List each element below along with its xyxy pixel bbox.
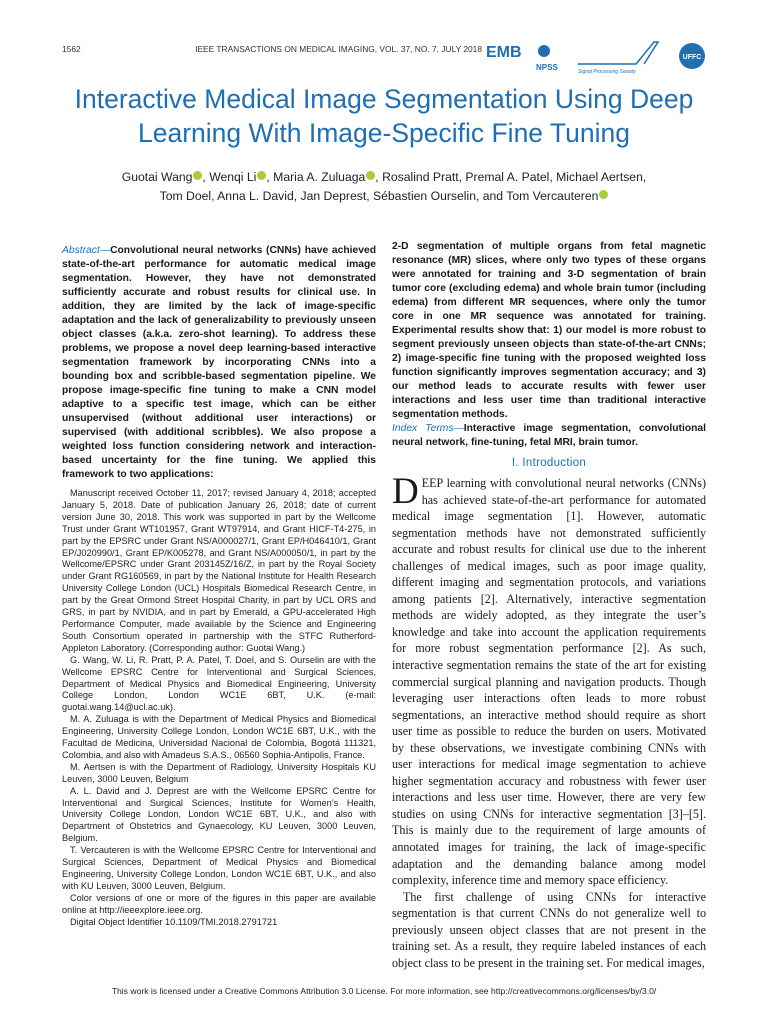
society-logos xyxy=(486,38,706,76)
page-number: 1562 xyxy=(62,44,81,54)
npss-mark-icon xyxy=(538,45,550,57)
abstract-text-left: Convolutional neural networks (CNNs) have achieved state-of-the-art performance for automatic medical image segmentation. However, they have not demonstrated sufficiently accurate and robust results for clinical use. In addition, they are limited by the lack of image-specific adaptation and the lack of generalizability to previously unseen object classes (a.k.a. zero-shot learning). To address these problems, we propose a novel deep learning-based interactive segmentation framework by incorporating CNNs into a bounding box and scribble-based segmentation pipeline. We propose image-specific fine tuning to make a CNN model adaptive to a specific test image, which can be either unsupervised (without additional user interactions) or supervised (with additional scribbles). We also propose a weighted loss function considering network and interaction-based uncertainty for the fine tuning. We applied this framework to two applications: xyxy=(62,245,376,480)
journal-name: IEEE TRANSACTIONS ON MEDICAL IMAGING, VOL. 37, NO. 7, JULY 2018 xyxy=(195,44,482,54)
author-line-1: Guotai Wang , Wenqi Li , Maria A. Zuluaga , Rosalind Pratt, Premal A. Patel, Michael Aertsen, xyxy=(121,170,647,184)
sps-logo-text: Signal Processing Society xyxy=(578,69,636,75)
section-heading: I. Introduction xyxy=(511,457,587,469)
footnotes xyxy=(62,488,376,929)
abstract-label: Abstract— xyxy=(62,245,111,256)
footnote: Digital Object Identifier 10.1109/TMI.2018.2791721 xyxy=(70,916,278,927)
uffc-logo: UFFC xyxy=(682,54,702,61)
orcid-icon[interactable] xyxy=(599,190,608,199)
emb-logo: EMB xyxy=(486,44,522,61)
running-header xyxy=(62,44,482,54)
author-list xyxy=(40,168,728,206)
footnote: Manuscript received October 11, 2017; revised January 4, 2018; accepted January 5, 2018. Date of publication January 26, 2018; date of current version June 30, 2018. This work was supported in part by the Wellcome Trust under Grant WT101957, Grant WT97914, and Grant HICF-T4-275, in part by the EPSRC under Grant NS/A000027/1, Grant EP/H046410/1, Grant EP/J020990/1, Grant EP/K005278, and Grant NS/A000050/1, in part by the Wellcome/EPSRC under Grant 203145Z/16/Z, in part by the Royal Society under Grant RG160569, in part by the National Institute for Health Research University College London (UCL) Hospitals Biomedical Research Centre, in part by the Great Ormond Street Hospital Charity, in part by UCL ORS and GRS, in part by NVIDIA, and in part by Emerald, a GPU-accelerated High Performance Computer, made available by the Science and Engineering South Consortium operated in partnership with the STFC Rutherford-Appleton Laboratory. (Corresponding author: Guotai Wang.) xyxy=(62,488,376,653)
orcid-icon[interactable] xyxy=(366,171,375,180)
footnote: Color versions of one or more of the figures in this paper are available online at http://ieeexplore.ieee.org. xyxy=(62,892,376,915)
index-terms-label: Index Terms— xyxy=(392,423,464,434)
index-terms xyxy=(392,422,706,450)
footnote: T. Vercauteren is with the Wellcome EPSRC Centre for Interventional and Surgical Sciences, Department of Medical Physics and Biomedical Engineering, University College London, London WC1E 6BT, U.K., and also with KU Leuven, 3000 Leuven, Belgium. xyxy=(62,845,376,891)
footnote: G. Wang, W. Li, R. Pratt, P. A. Patel, T. Doel, and S. Ourselin are with the Wellcome EPSRC Centre for Interventional and Surgical Sciences, Department of Medical Physics and Biomedical Engineering, University College London, London WC1E 6BT, U.K. (e-mail: guotai.wang.14@ucl.ac.uk). xyxy=(62,654,376,713)
drop-cap: D xyxy=(392,471,419,512)
footnote: M. A. Zuluaga is with the Department of Medical Physics and Biomedical Engineering, University College London, London WC1E 6BT, U.K., with the Facultad de Medicina, Universidad Nacional de Colombia, Bogotá 111321, Colombia, and also with Amadeus S.A.S., 06560 Sophia-Antipolis, France. xyxy=(62,714,376,760)
intro-paragraph: DEEP learning with convolutional neural networks (CNNs) has achieved state-of-the-art performance for automated medical image segmentation [1]. However, automatic segmentation methods have not demonstrated sufficiently accurate and robust results for clinical use due to the inherent challenges of medical images, such as poor image quality, different imaging and segmentation protocols, and variations among patients [2]. Alternatively, interactive segmentation methods are widely adopted, as they integrate the user’s knowledge and take into account the application requirements for more robust segmentation performance [2]. As such, interactive segmentation remains the state of the art for existing commercial surgical planning and navigation products. Though leveraging user interactions often leads to more robust segmentations, an interactive method should require as short user time as possible to reduce the burden on users. Motivated by these observations, we investigate combining CNNs with user interactions for medical image segmentation to achieve higher segmentation accuracy and robustness with fewer user interactions and less user time. However, there are very few studies on using CNNs for interactive segmentation [3]–[5]. This is mainly due to the requirement of large amounts of annotated images for training, the lack of image-specific adaptation and the demanding balance among model complexity, inference time and memory space efficiency. xyxy=(392,471,706,888)
abstract-left xyxy=(62,244,376,482)
footnote: A. L. David and J. Deprest are with the Wellcome EPSRC Centre for Interventional and Surgical Sciences, Institute for Women’s Health, University College London, London WC1E 6BT, U.K., and also with Department of Obstetrics and Gynaecology, KU Leuven, 3000 Leuven, Belgium. xyxy=(62,785,376,844)
paper-title: Interactive Medical Image Segmentation Using Deep Learning With Image-Specific Fine Tuning xyxy=(74,84,694,148)
license-notice: This work is licensed under a Creative Commons Attribution 3.0 License. For more information, see http://creativecommons.org/licenses/by/3.0/ xyxy=(111,986,657,996)
abstract-right: 2-D segmentation of multiple organs from fetal magnetic resonance (MR) slices, where only two types of these organs were annotated for training and 3-D segmentation of brain tumor core (excluding edema) and whole brain tumor (including edema) from different MR sequences, where only the tumor core in one MR sequence was annotated for training. Experimental results show that: 1) our model is more robust to segment previously unseen objects than state-of-the-art CNNs; 2) image-specific fine tuning with the proposed weighted loss function significantly improves segmentation accuracy; and 3) our method leads to accurate results with fewer user interactions and less user time than traditional interactive segmentation methods. xyxy=(392,241,706,420)
npss-logo: NPSS xyxy=(536,63,558,72)
intro-paragraph: The first challenge of using CNNs for interactive segmentation is that current CNNs do not generalize well to previously unseen object classes that are not present in the training set. As a result, they require labeled instances of each object class to be present in the training set. For medical images, xyxy=(392,889,706,970)
author-line-2: Tom Doel, Anna L. David, Jan Deprest, Sébastien Ourselin, and Tom Vercauteren xyxy=(40,187,728,206)
footnote: M. Aertsen is with the Department of Radiology, University Hospitals KU Leuven, 3000 Leuven, Belgium xyxy=(62,761,376,784)
introduction-body xyxy=(392,471,706,971)
sps-logo-icon xyxy=(578,42,658,64)
index-terms-text: Interactive image segmentation, convolutional neural network, fine-tuning, fetal MRI, brain tumor. xyxy=(392,423,706,448)
